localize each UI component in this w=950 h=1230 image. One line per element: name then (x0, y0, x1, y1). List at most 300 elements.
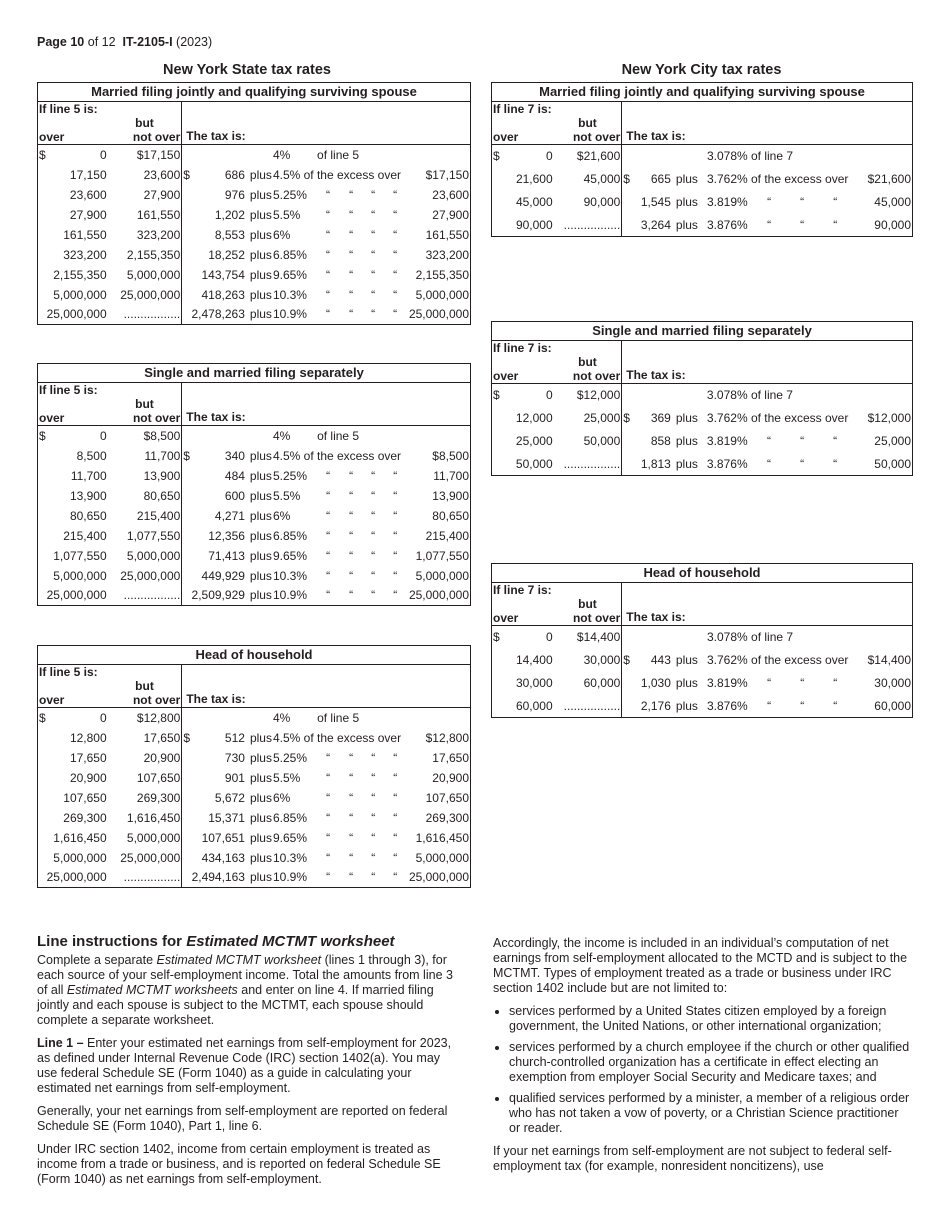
not-over-value: 269,300 (108, 788, 182, 808)
not-over-value: ................. (554, 695, 622, 718)
table-row (38, 768, 471, 788)
page-number: Page 10 (37, 35, 85, 49)
not-over-value: $12,000 (554, 384, 622, 407)
plus-label: plus (249, 870, 272, 885)
excess-over-value: 25,000,000 (408, 588, 469, 603)
table-row (492, 695, 913, 718)
over-value: 30,000 (515, 676, 553, 690)
rate: 5.5% (273, 770, 301, 785)
table-row (492, 649, 913, 672)
excess-over-value: 30,000 (874, 676, 911, 690)
over-value: 5,000,000 (53, 568, 107, 583)
table-row (38, 426, 471, 446)
excess-over-value: $8,500 (432, 448, 469, 463)
tax-is-label: The tax is: (182, 665, 471, 708)
table-row (38, 728, 471, 748)
ditto-mark: “ (326, 568, 331, 583)
ditto-mark: “ (371, 588, 376, 603)
base-tax: 143,754 (201, 267, 245, 282)
dollar-sign (182, 245, 190, 265)
table-row (38, 566, 471, 586)
ditto-mark: “ (767, 676, 772, 690)
tax-spacer (622, 145, 706, 168)
rate: 10.3% (272, 287, 307, 302)
ditto-mark: “ (767, 698, 772, 713)
rate: 3.762% of the excess over (706, 653, 849, 667)
base-tax: 686 (224, 167, 245, 182)
ditto-mark: “ (371, 548, 376, 563)
table-row (492, 407, 913, 430)
ditto-mark: “ (393, 247, 398, 262)
dollar-sign (182, 868, 190, 888)
ditto-mark: “ (349, 488, 354, 503)
nyc-tax-table (491, 82, 913, 237)
over-label: over (492, 130, 554, 145)
excess-over-value: 23,600 (432, 187, 469, 202)
rate-basis: of line 5 (317, 428, 360, 443)
excess-over-value: 20,900 (432, 770, 469, 785)
table-row (38, 708, 471, 728)
ditto-mark: “ (393, 830, 398, 845)
rate: 6% (273, 790, 291, 805)
rate-table (37, 363, 471, 606)
ditto-mark: “ (326, 307, 331, 322)
dollar-sign (182, 486, 190, 506)
plus-label: plus (249, 770, 272, 785)
base-tax: 1,202 (214, 207, 245, 222)
dollar-sign (182, 808, 190, 828)
employment-types-list (493, 1004, 913, 1136)
dollar-sign: $ (39, 428, 46, 443)
table-row (38, 486, 471, 506)
base-tax: 107,651 (201, 830, 245, 845)
dollar-sign (182, 586, 190, 606)
dollar-sign (182, 788, 190, 808)
dollar-sign (622, 672, 632, 695)
not-over-value: 323,200 (108, 225, 182, 245)
dollar-sign (182, 828, 190, 848)
dollar-sign (622, 191, 632, 214)
plus-label: plus (675, 217, 698, 232)
table-title-row (38, 83, 471, 102)
ditto-mark: “ (371, 468, 376, 483)
base-tax: 600 (224, 488, 245, 503)
nyc-tax-table (491, 563, 913, 718)
list-item: • services performed by a United States citizen employed by a foreign government, the United Nations, or other international organization; (509, 1004, 913, 1034)
excess-over-value: 27,900 (432, 207, 469, 222)
base-tax: 1,030 (640, 676, 671, 690)
rate: 9.65% (272, 267, 307, 282)
rate: 10.3% (272, 568, 307, 583)
base-tax: 340 (224, 448, 245, 463)
tax-spacer (622, 384, 706, 407)
table-row (38, 285, 471, 305)
over-value: 8,500 (76, 448, 107, 463)
base-tax: 2,478,263 (191, 307, 245, 322)
ditto-mark: “ (393, 528, 398, 543)
over-value: 25,000,000 (46, 588, 107, 603)
over-value: 50,000 (515, 456, 553, 471)
plus-label: plus (249, 588, 272, 603)
line-label: If line 7 is: (492, 583, 622, 598)
dollar-sign (182, 466, 190, 486)
over-value: 90,000 (515, 217, 553, 232)
ditto-mark: “ (349, 247, 354, 262)
line-label: If line 5 is: (38, 102, 182, 117)
plus-label: plus (675, 434, 698, 448)
rate: 6% (272, 508, 291, 523)
not-over-label: not over (108, 411, 182, 426)
base-tax: 18,252 (208, 247, 245, 262)
not-over-value: 5,000,000 (108, 546, 182, 566)
ditto-mark: “ (326, 810, 331, 825)
tax-spacer (182, 426, 272, 446)
ditto-mark: “ (393, 790, 398, 805)
ditto-mark: “ (326, 267, 331, 282)
not-over-value: 1,616,450 (108, 808, 182, 828)
over-value: 21,600 (515, 172, 553, 186)
excess-over-value: 17,650 (432, 750, 469, 765)
ditto-mark: “ (326, 588, 331, 603)
over-value: 5,000,000 (53, 287, 107, 302)
excess-over-value: 269,300 (425, 810, 469, 825)
dollar-sign (182, 566, 190, 586)
rate-table (37, 645, 471, 888)
table-row (38, 546, 471, 566)
ditto-mark: “ (371, 307, 376, 322)
excess-over-value: 60,000 (874, 698, 911, 713)
not-over-value: ................. (108, 586, 182, 606)
ditto-mark: “ (349, 750, 354, 765)
ditto-mark: “ (371, 830, 376, 845)
not-over-value: ................. (554, 214, 622, 237)
over-value: 14,400 (515, 653, 553, 667)
rate: 4% (273, 710, 291, 725)
table-row (38, 586, 471, 606)
ditto-mark: “ (393, 207, 398, 222)
excess-over-value: 45,000 (874, 195, 911, 209)
ditto-mark: “ (371, 267, 376, 282)
over-value: 17,650 (69, 750, 107, 765)
over-value: 107,650 (63, 790, 107, 805)
ditto-mark: “ (833, 434, 838, 448)
over-value: 161,550 (63, 227, 107, 242)
base-tax: 665 (650, 172, 671, 186)
table-row (492, 626, 913, 649)
line-label: If line 5 is: (38, 665, 182, 680)
plus-label: plus (249, 207, 272, 222)
dollar-sign (622, 695, 632, 718)
tax-is-label: The tax is: (622, 341, 913, 384)
plus-label: plus (249, 508, 272, 523)
ditto-mark: “ (371, 870, 376, 885)
dollar-sign: $ (183, 448, 190, 463)
not-over-value: $21,600 (554, 145, 622, 168)
ditto-mark: “ (349, 770, 354, 785)
rate: 10.3% (273, 850, 308, 865)
over-value: 215,400 (63, 528, 107, 543)
but-label: but (108, 397, 182, 411)
ditto-mark: “ (371, 187, 376, 202)
table-row (492, 191, 913, 214)
table-title-row (492, 564, 913, 583)
rate: 4.5% of the excess over (272, 448, 402, 463)
table-row (38, 265, 471, 285)
ditto-mark: “ (326, 870, 331, 885)
table-title: Head of household (492, 564, 913, 583)
ditto-mark: “ (800, 195, 805, 209)
table-row (38, 848, 471, 868)
nyc-section-title: New York City tax rates (621, 62, 782, 78)
dollar-sign (182, 225, 190, 245)
table-row (38, 205, 471, 225)
ditto-mark: “ (800, 698, 805, 713)
rate: 3.819% (706, 434, 748, 448)
ditto-mark: “ (326, 850, 331, 865)
table-row (38, 868, 471, 888)
over-value (492, 145, 554, 168)
over-amount: 0 (545, 149, 553, 164)
base-tax: 369 (650, 411, 671, 425)
table-title: Married filing jointly and qualifying surviving spouse (38, 83, 471, 102)
instructions-right (493, 936, 913, 1182)
not-over-label: not over (108, 130, 182, 145)
nys-section-title: New York State tax rates (163, 62, 331, 78)
instructions-heading: Line instructions for Estimated MCTMT worksheet (37, 933, 395, 950)
tax-spacer (622, 626, 706, 649)
not-over-value: 25,000,000 (108, 848, 182, 868)
ditto-mark: “ (326, 207, 331, 222)
ditto-mark: “ (326, 287, 331, 302)
table-row (492, 672, 913, 695)
nys-tax-table (37, 82, 471, 325)
base-tax: 2,509,929 (191, 588, 245, 603)
excess-over-value: $12,000 (867, 411, 911, 425)
ditto-mark: “ (371, 770, 376, 785)
table-row (38, 748, 471, 768)
table-header-row (492, 341, 913, 356)
over-value: 80,650 (69, 508, 107, 523)
rate: 4% (272, 428, 291, 443)
ditto-mark: “ (326, 548, 331, 563)
not-over-value: $17,150 (108, 145, 182, 165)
ditto-mark: “ (393, 287, 398, 302)
ditto-mark: “ (371, 287, 376, 302)
rate: 3.876% (706, 217, 748, 232)
excess-over-value: 50,000 (874, 456, 911, 471)
ditto-mark: “ (800, 456, 805, 471)
over-value: 23,600 (69, 187, 107, 202)
tax-is-label: The tax is: (182, 102, 471, 145)
dollar-sign: $ (623, 411, 630, 425)
line-label: If line 7 is: (492, 341, 622, 356)
line-label: If line 5 is: (38, 383, 182, 398)
ditto-mark: “ (326, 790, 331, 805)
tax-spacer (182, 145, 272, 165)
ditto-mark: “ (349, 227, 354, 242)
instructions-p5: Accordingly, the income is included in an individual’s computation of net earnings from self-employment allocated to the MCTD and is subject to the MCTMT. Types of employment treated as a trade or business under IRC section 1402 include but are not limited to: (493, 936, 908, 995)
dollar-sign: $ (623, 172, 630, 186)
excess-over-value: 25,000,000 (408, 870, 469, 885)
dollar-sign (182, 748, 190, 768)
ditto-mark: “ (767, 456, 772, 471)
dollar-sign (622, 453, 632, 476)
over-value: 45,000 (515, 195, 553, 209)
ditto-mark: “ (393, 770, 398, 785)
rate: 3.876% (706, 698, 748, 713)
plus-label: plus (249, 448, 272, 463)
rate: 3.819% (706, 195, 748, 209)
ditto-mark: “ (371, 750, 376, 765)
not-over-value: 1,077,550 (108, 526, 182, 546)
ditto-mark: “ (326, 770, 331, 785)
rate-basis: of line 5 (317, 147, 360, 162)
ditto-mark: “ (371, 227, 376, 242)
not-over-value: 5,000,000 (108, 828, 182, 848)
but-label: but (554, 597, 622, 611)
ditto-mark: “ (833, 698, 838, 713)
ditto-mark: “ (349, 850, 354, 865)
dollar-sign: $ (183, 730, 190, 745)
ditto-mark: “ (326, 488, 331, 503)
dollar-sign (182, 848, 190, 868)
base-tax: 5,672 (214, 790, 245, 805)
ditto-mark: “ (326, 528, 331, 543)
ditto-mark: “ (326, 508, 331, 523)
table-row (492, 168, 913, 191)
ditto-mark: “ (349, 307, 354, 322)
base-tax: 4,271 (214, 508, 245, 523)
rate: 3.876% (706, 456, 748, 471)
header-spacer (38, 116, 108, 130)
not-over-value: 80,650 (108, 486, 182, 506)
plus-label: plus (249, 227, 272, 242)
instructions-p4: Under IRC section 1402, income from certain employment is treated as income from a trade or business, and is reported on federal Schedule SE (Form 1040) as net earnings from self-employment. (37, 1142, 441, 1186)
base-tax: 449,929 (201, 568, 245, 583)
ditto-mark: “ (800, 676, 805, 690)
ditto-mark: “ (371, 488, 376, 503)
excess-over-value: 25,000,000 (408, 307, 469, 322)
form-number: IT-2105-I (122, 35, 173, 49)
ditto-mark: “ (349, 287, 354, 302)
base-tax: 2,494,163 (191, 870, 245, 885)
ditto-mark: “ (393, 568, 398, 583)
dollar-sign (622, 430, 632, 453)
base-tax: 15,371 (208, 810, 245, 825)
ditto-mark: “ (326, 247, 331, 262)
ditto-mark: “ (393, 548, 398, 563)
excess-over-value: 80,650 (432, 508, 469, 523)
rate-table (491, 563, 913, 718)
header-spacer (492, 116, 554, 130)
table-row (38, 165, 471, 185)
over-label: over (38, 130, 108, 145)
over-amount: 0 (545, 388, 553, 403)
over-label: over (492, 369, 554, 384)
over-value: 13,900 (69, 488, 107, 503)
ditto-mark: “ (326, 830, 331, 845)
not-over-label: not over (554, 611, 622, 626)
over-value: 25,000,000 (46, 870, 107, 885)
plus-label: plus (249, 810, 272, 825)
excess-over-value: $21,600 (867, 172, 911, 186)
table-title-row (492, 83, 913, 102)
over-value: 17,150 (69, 167, 107, 182)
base-tax: 1,813 (640, 456, 671, 471)
rate: 5.5% (272, 488, 301, 503)
rate: 6.85% (273, 810, 308, 825)
dollar-sign: $ (39, 710, 46, 725)
plus-label: plus (249, 830, 272, 845)
plus-label: plus (249, 247, 272, 262)
ditto-mark: “ (393, 870, 398, 885)
rate: 3.078% of line 7 (706, 388, 793, 403)
rate: 3.762% of the excess over (706, 411, 849, 425)
base-tax: 443 (650, 653, 671, 667)
instructions-p3: Generally, your net earnings from self-employment are reported on federal Schedule SE (Form 1040), Part 1, line 6. (37, 1104, 448, 1133)
base-tax: 418,263 (201, 287, 245, 302)
excess-over-value: 11,700 (433, 468, 469, 483)
tax-is-label: The tax is: (622, 102, 913, 145)
not-over-value: 13,900 (108, 466, 182, 486)
tax-is-label: The tax is: (622, 583, 913, 626)
plus-label: plus (249, 468, 272, 483)
dollar-sign (182, 526, 190, 546)
ditto-mark: “ (349, 468, 354, 483)
plus-label: plus (249, 750, 272, 765)
over-value (38, 145, 108, 165)
dollar-sign (182, 546, 190, 566)
not-over-value: 60,000 (554, 672, 622, 695)
over-value: 27,900 (69, 207, 107, 222)
ditto-mark: “ (800, 434, 805, 448)
plus-label: plus (249, 267, 272, 282)
table-title-row (38, 646, 471, 665)
page-header (37, 35, 212, 49)
not-over-value: 25,000,000 (108, 285, 182, 305)
dollar-sign: $ (493, 630, 500, 645)
but-label: but (554, 116, 622, 130)
ditto-mark: “ (349, 207, 354, 222)
ditto-mark: “ (393, 508, 398, 523)
line-label: If line 7 is: (492, 102, 622, 117)
ditto-mark: “ (393, 850, 398, 865)
excess-over-value: 2,155,350 (415, 267, 469, 282)
not-over-value: $12,800 (108, 708, 182, 728)
base-tax: 512 (224, 730, 245, 745)
ditto-mark: “ (767, 217, 772, 232)
plus-label: plus (675, 195, 698, 209)
rate-table (37, 82, 471, 325)
not-over-value: 23,600 (108, 165, 182, 185)
not-over-value: 5,000,000 (108, 265, 182, 285)
table-header-row (492, 102, 913, 117)
excess-over-value: 323,200 (425, 247, 469, 262)
ditto-mark: “ (349, 187, 354, 202)
base-tax: 71,413 (208, 548, 245, 563)
rate: 9.65% (272, 548, 307, 563)
dollar-sign (182, 205, 190, 225)
rate: 10.9% (273, 870, 308, 885)
ditto-mark: “ (349, 830, 354, 845)
over-value: 269,300 (63, 810, 107, 825)
excess-over-value: 107,650 (425, 790, 469, 805)
rate: 5.25% (272, 187, 307, 202)
not-over-label: not over (554, 369, 622, 384)
over-value: 11,700 (70, 468, 107, 483)
not-over-value: 107,650 (108, 768, 182, 788)
table-row (38, 225, 471, 245)
